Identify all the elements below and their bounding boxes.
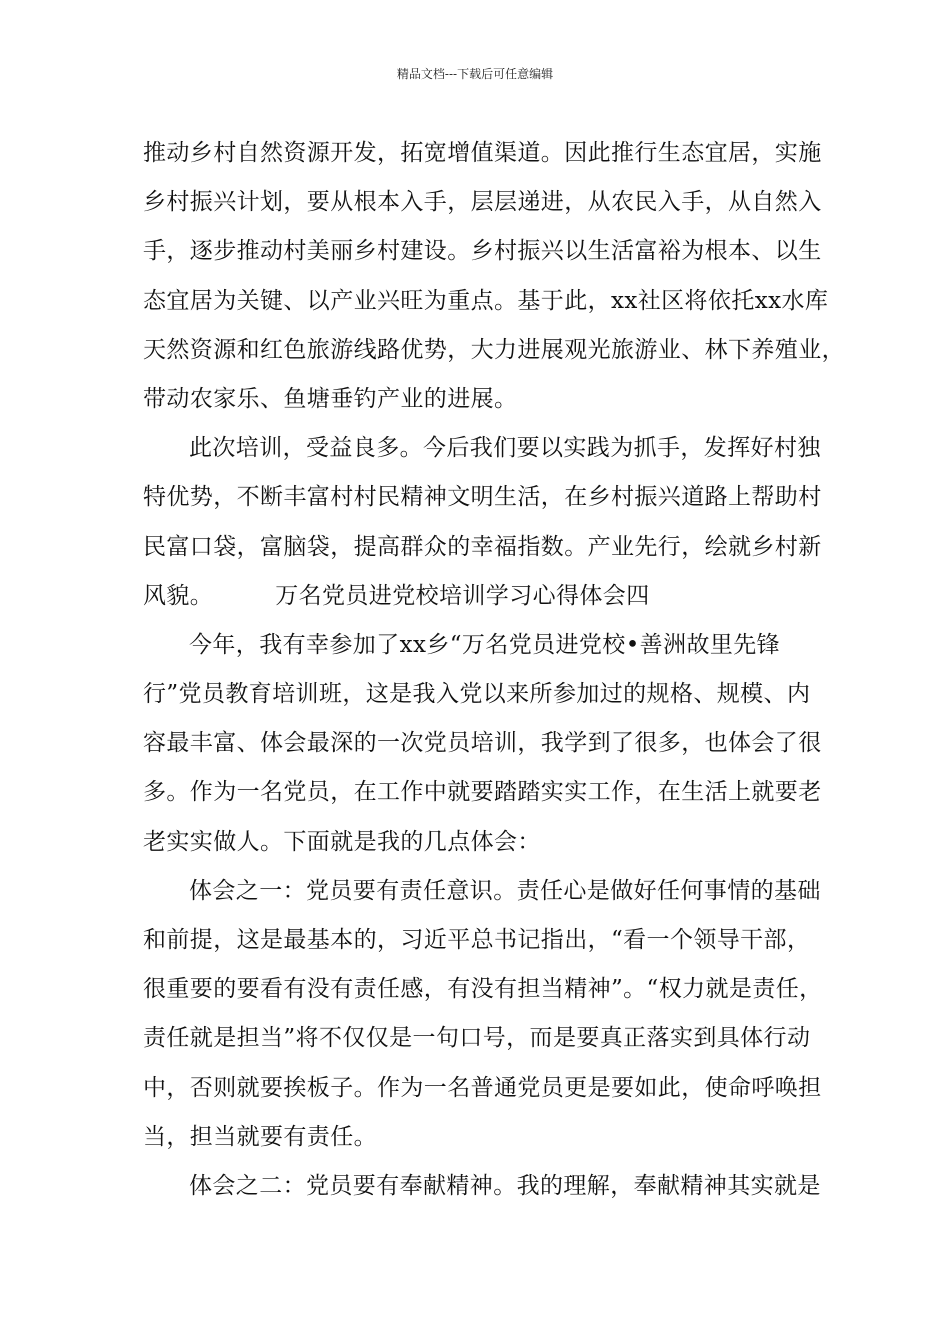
text-line: 责任就是担当”将不仅仅是一句口号，而是要真正落实到具体行动	[143, 1025, 811, 1052]
section-heading: 万名党员进党校培训学习心得体会四	[275, 582, 650, 609]
text-line: 和前提，这是最基本的，习近平总书记指出，“看一个领导干部，	[143, 927, 811, 953]
text-line: 今年，我有幸参加了xx乡“万名党员进党校•善洲故里先锋	[189, 631, 781, 658]
text-line: 手，逐步推动村美丽乡村建设。乡村振兴以生活富裕为根本、以生	[143, 238, 822, 265]
text-line: 民富口袋，富脑袋，提高群众的幸福指数。产业先行，绘就乡村新	[143, 533, 822, 560]
text-line: 体会之二：党员要有奉献精神。我的理解，奉献精神其实就是	[189, 1172, 821, 1199]
text-line: 多。作为一名党员，在工作中就要踏踏实实工作，在生活上就要老	[143, 779, 822, 806]
text-line: 当，担当就要有责任。	[143, 1123, 377, 1150]
text-line: 体会之一：党员要有责任意识。责任心是做好任何事情的基础	[189, 877, 821, 904]
text-line: 很重要的要看有没有责任感，有没有担当精神”。“权力就是责任，	[143, 976, 823, 1003]
text-line: 中，否则就要挨板子。作为一名普通党员更是要如此，使命呼唤担	[143, 1074, 822, 1101]
text-line-with-heading	[143, 572, 823, 621]
text-line: 态宜居为关键、以产业兴旺为重点。基于此，xx社区将依托xx水库	[143, 287, 829, 314]
text-line: 老实实做人。下面就是我的几点体会：	[143, 828, 541, 855]
text-line: 乡村振兴计划，要从根本入手，层层递进，从农民入手，从自然入	[143, 189, 822, 216]
text-line: 此次培训，受益良多。今后我们要以实践为抓手，发挥好村独	[189, 435, 821, 462]
document-body	[143, 129, 845, 1211]
text-line: 天然资源和红色旅游线路优势，大力进展观光旅游业、林下养殖业，	[143, 336, 845, 363]
page-header: 精品文档---下载后可任意编辑	[396, 67, 554, 81]
text-line: 行”党员教育培训班，这是我入党以来所参加过的规格、规模、内	[143, 681, 811, 708]
text-line: 带动农家乐、鱼塘垂钓产业的进展。	[143, 385, 518, 412]
text-fragment: 风貌。	[143, 582, 214, 609]
text-line: 推动乡村自然资源开发，拓宽增值渠道。因此推行生态宜居，实施	[143, 140, 822, 166]
text-line: 特优势，不断丰富村村民精神文明生活，在乡村振兴道路上帮助村	[143, 484, 822, 511]
text-line: 容最丰富、体会最深的一次党员培训，我学到了很多，也体会了很	[143, 730, 822, 757]
